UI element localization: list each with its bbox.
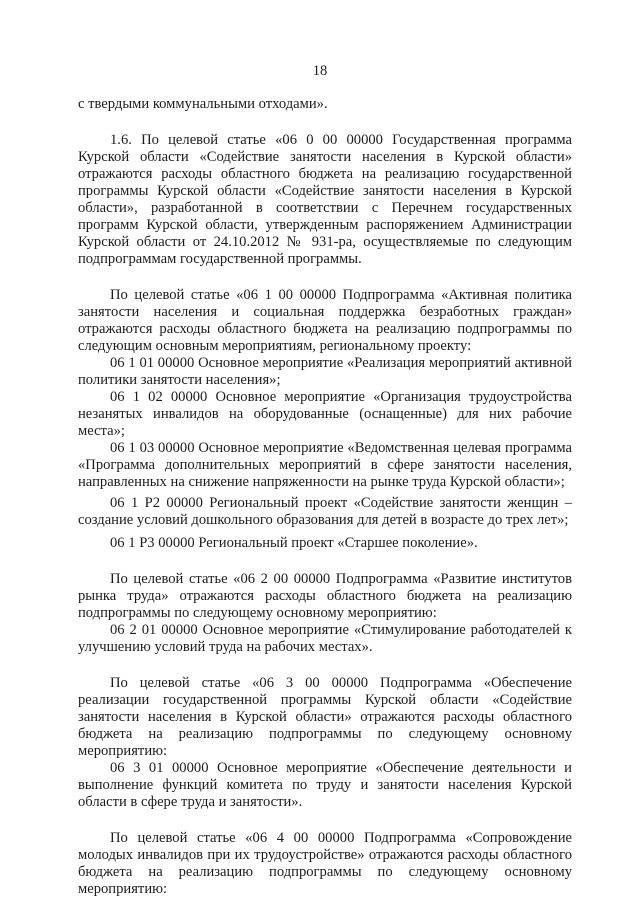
paragraph: 06 1 P2 00000 Региональный проект «Содействие занятости женщин – создание условий дошкольного образования для детей в возрасте до трех лет»; xyxy=(78,495,572,528)
page-number: 18 xyxy=(312,63,328,79)
paragraph: 06 1 01 00000 Основное мероприятие «Реализация мероприятий активной политики занятости населения»; xyxy=(78,355,572,388)
paragraph: 06 1 03 00000 Основное мероприятие «Ведомственная целевая программа «Программа дополнительных мероприятий в сфере занятости населения, направленных на снижение напряженности на рынке труда Курской области»; xyxy=(78,440,572,490)
paragraph: 06 3 01 00000 Основное мероприятие «Обеспечение деятельности и выполнение функций комитета по труду и занятости населения Курской области в сфере труда и занятости». xyxy=(78,760,572,810)
paragraph: По целевой статье «06 3 00 00000 Подпрограмма «Обеспечение реализации государственной программы Курской области «Содействие занятости населения в Курской области» отражаются расходы областного бюджета на реализацию подпрограммы по следующему основному мероприятию: xyxy=(78,675,572,759)
paragraph: 06 1 P3 00000 Региональный проект «Старшее поколение». xyxy=(110,535,478,551)
paragraph: с твердыми коммунальными отходами». xyxy=(78,96,328,112)
paragraph: 06 1 02 00000 Основное мероприятие «Организация трудоустройства незанятых инвалидов на оборудованные (оснащенные) для них рабочие места»; xyxy=(78,389,572,439)
paragraph: 1.6. По целевой статье «06 0 00 00000 Государственная программа Курской области «Содействие занятости населения в Курской области» отражаются расходы областного бюджета на реализацию государственной программы Курской области «Содействие занятости населения в Курской области», разработанной в соответствии с Перечнем государственных программ Курской области, утвержденным распоряжением Администрации Курской области от 24.10.2012 № 931-ра, осуществляемые по следующим подпрограммам государственной программы. xyxy=(78,132,572,267)
document-body xyxy=(78,96,572,898)
paragraph: 06 2 01 00000 Основное мероприятие «Стимулирование работодателей к улучшению условий труда на рабочих местах». xyxy=(78,622,572,655)
paragraph: По целевой статье «06 4 00 00000 Подпрограмма «Сопровождение молодых инвалидов при их трудоустройстве» отражаются расходы областного бюджета на реализацию подпрограммы по следующему основному мероприятию: xyxy=(78,830,572,897)
paragraph: По целевой статье «06 1 00 00000 Подпрограмма «Активная политика занятости населения и социальная поддержка безработных граждан» отражаются расходы областного бюджета на реализацию подпрограммы по следующим основным мероприятиям, региональному проекту: xyxy=(78,287,572,354)
paragraph: По целевой статье «06 2 00 00000 Подпрограмма «Развитие институтов рынка труда» отражаются расходы областного бюджета на реализацию подпрограммы по следующему основному мероприятию: xyxy=(78,571,572,621)
